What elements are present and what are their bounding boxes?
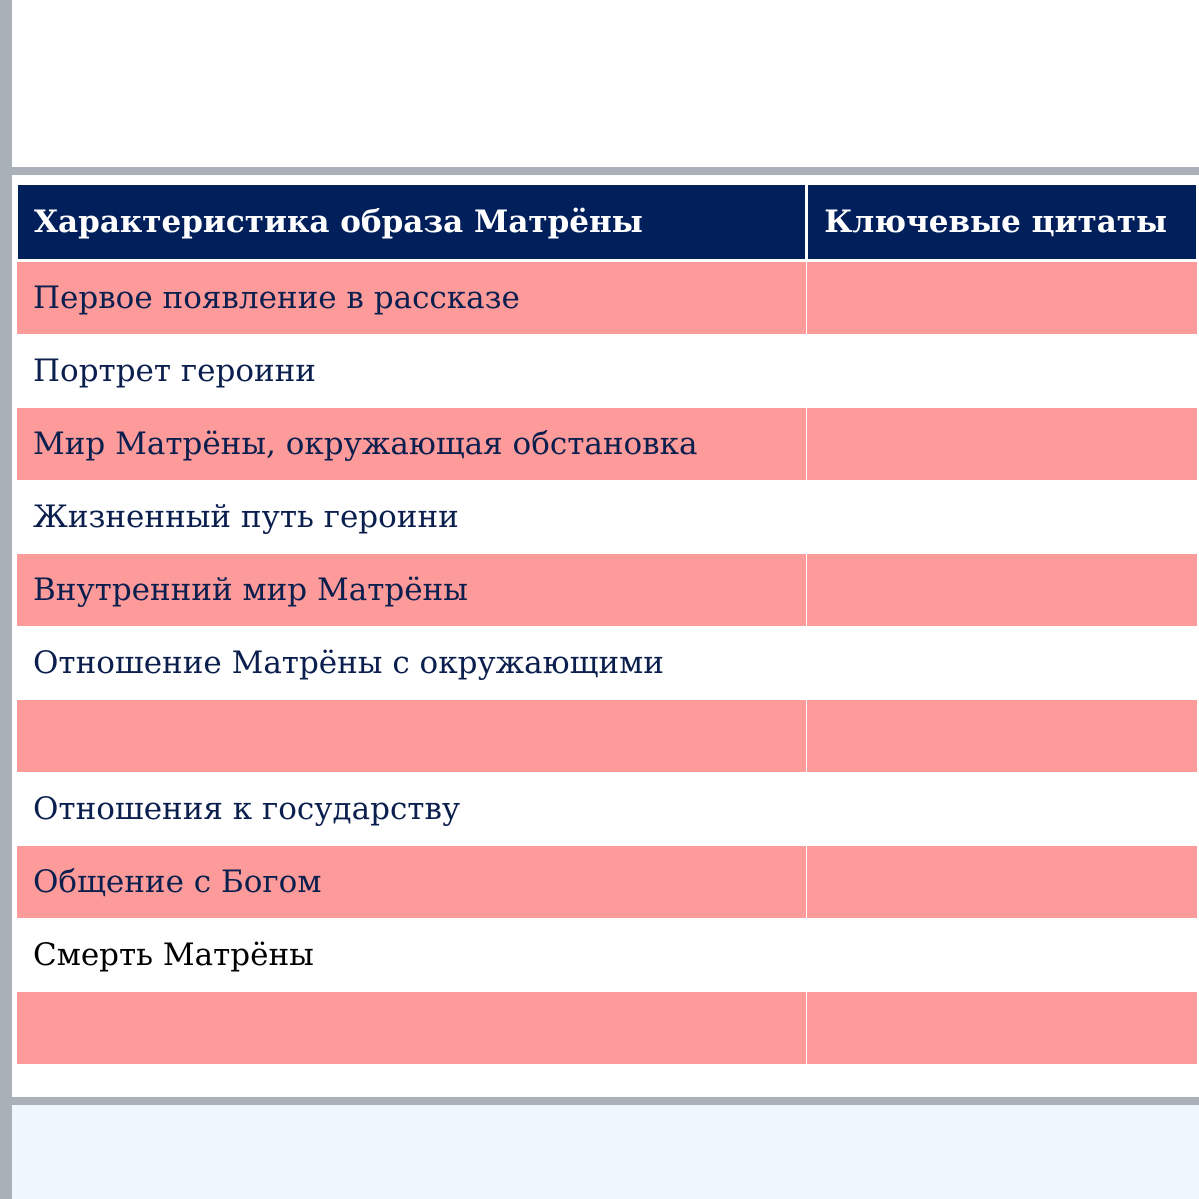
cell-characteristic: Внутренний мир Матрёны	[17, 554, 807, 627]
table-row	[17, 773, 1198, 846]
header-characteristic: Характеристика образа Матрёны	[17, 184, 807, 261]
table-row	[17, 919, 1198, 992]
cell-quotes	[807, 554, 1198, 627]
top-divider	[12, 167, 1199, 175]
cell-quotes	[807, 261, 1198, 335]
cell-quotes	[807, 919, 1198, 992]
cell-characteristic: Портрет героини	[17, 335, 807, 408]
table-header-row	[17, 184, 1198, 261]
cell-quotes	[807, 481, 1198, 554]
cell-characteristic: Отношения к государству	[17, 773, 807, 846]
table-row	[17, 627, 1198, 700]
cell-quotes	[807, 992, 1198, 1065]
cell-quotes	[807, 335, 1198, 408]
cell-characteristic: Первое появление в рассказе	[17, 261, 807, 335]
cell-characteristic	[17, 992, 807, 1065]
slide-title-area	[12, 0, 1199, 167]
left-rail	[0, 0, 12, 1199]
cell-quotes	[807, 846, 1198, 919]
cell-quotes	[807, 408, 1198, 481]
table-row	[17, 554, 1198, 627]
cell-quotes	[807, 773, 1198, 846]
cell-characteristic	[17, 700, 807, 773]
cell-characteristic: Общение с Богом	[17, 846, 807, 919]
table-row	[17, 846, 1198, 919]
cell-characteristic: Жизненный путь героини	[17, 481, 807, 554]
table-row	[17, 261, 1198, 335]
bottom-divider	[12, 1097, 1199, 1105]
table-row	[17, 992, 1198, 1065]
table-row	[17, 335, 1198, 408]
cell-characteristic: Отношение Матрёны с окружающими	[17, 627, 807, 700]
cell-quotes	[807, 700, 1198, 773]
cell-characteristic: Мир Матрёны, окружающая обстановка	[17, 408, 807, 481]
characteristics-table	[15, 182, 1199, 1065]
table-row	[17, 481, 1198, 554]
cell-quotes	[807, 627, 1198, 700]
table-row	[17, 408, 1198, 481]
header-quotes: Ключевые цитаты	[807, 184, 1198, 261]
footer-area	[12, 1105, 1199, 1199]
table-area	[12, 175, 1199, 1097]
cell-characteristic: Смерть Матрёны	[17, 919, 807, 992]
table-row	[17, 700, 1198, 773]
